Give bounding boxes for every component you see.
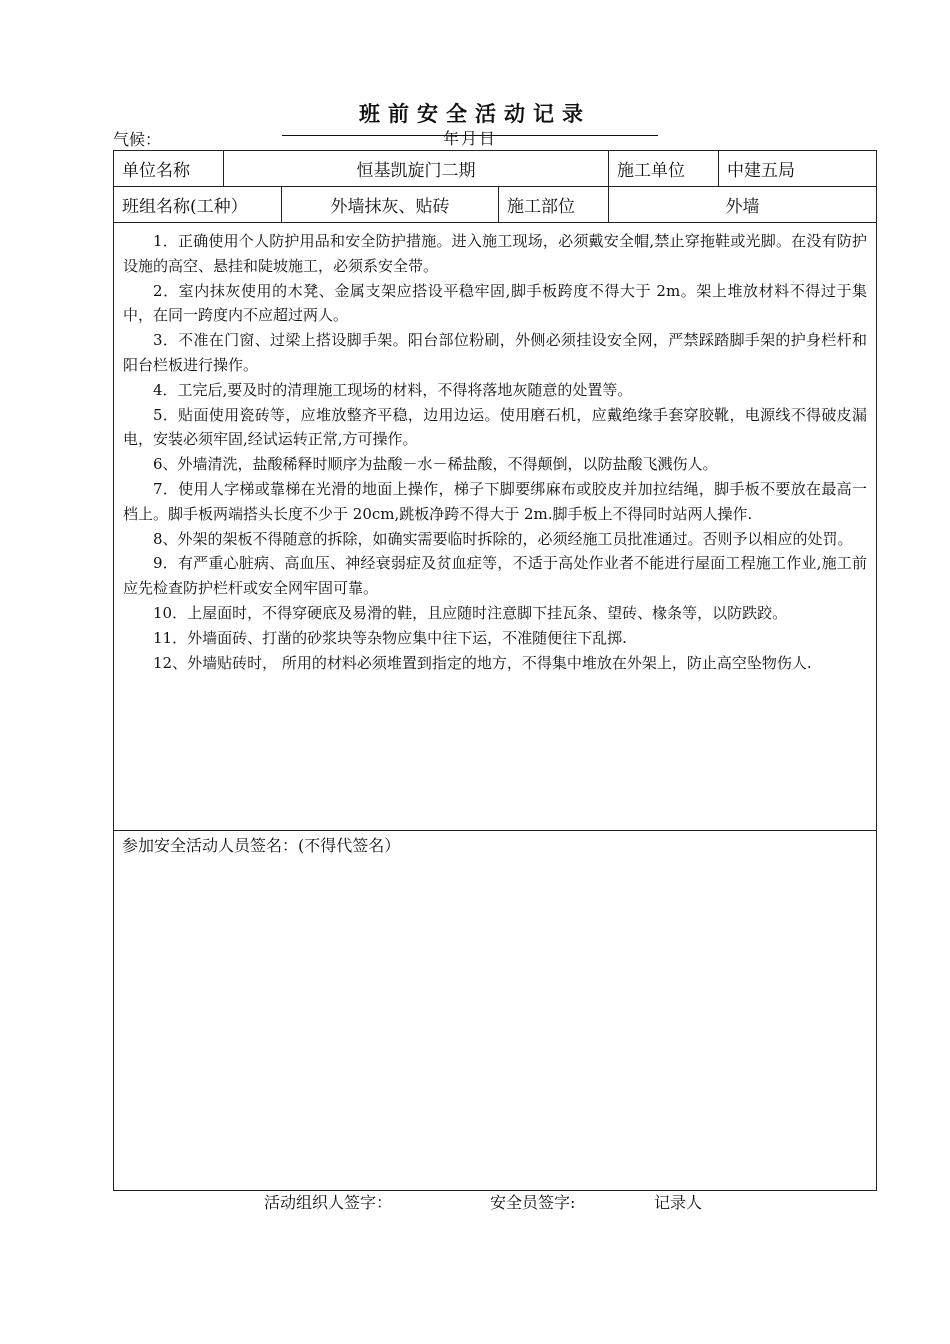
safety-items [114, 223, 877, 831]
construction-unit-label: 施工单位 [609, 151, 719, 187]
team-label: 班组名称(工种） [114, 187, 282, 223]
row-signatures [114, 831, 877, 1191]
safety-item-2: 2．室内抹灰使用的木凳、金属支架应搭设平稳牢固,脚手板跨度不得大于 2m。架上堆放材料不得过于集中，在同一跨度内不应超过两人。 [123, 281, 868, 325]
date-text: 年月日 [442, 129, 497, 148]
safety-item-8: 8、外架的架板不得随意的拆除，如确实需要临时拆除的，必须经施工员批准通过。否则予以相应的处罚。 [153, 529, 853, 548]
unit-name-value: 恒基凯旋门二期 [224, 151, 609, 187]
unit-name-label: 单位名称 [114, 151, 224, 187]
safety-record-table [113, 150, 877, 1191]
safety-item-3: 3．不准在门窗、过梁上搭设脚手架。阳台部位粉刷，外侧必须挂设安全网，严禁踩踏脚手架的护身栏杆和阳台栏板进行操作。 [123, 331, 868, 374]
safety-item-1: 1．正确使用个人防护用品和安全防护措施。进入施工现场，必须戴安全帽,禁止穿拖鞋或光脚。在没有防护设施的高空、悬挂和陡坡施工，必须系安全带。 [123, 232, 868, 275]
signature-area: 参加安全活动人员签名：(不得代签名） [114, 831, 877, 1191]
recorder-label: 记录人 [654, 1193, 703, 1212]
safety-item-9: 9．有严重心脏病、高血压、神经衰弱症及贫血症等，不适于高处作业者不能进行屋面工程施工作业,施工前应先检查防护栏杆或安全网牢固可靠。 [123, 554, 868, 598]
construction-unit-value: 中建五局 [719, 151, 877, 187]
row-team [114, 187, 877, 223]
safety-item-12: 12、外墙贴砖时， 所用的材料必须堆置到指定的地方，不得集中堆放在外架上，防止高空坠物伤人. [153, 653, 812, 672]
location-value: 外墙 [609, 187, 877, 223]
safety-item-7: 7．使用人字梯或靠梯在光滑的地面上操作，梯子下脚要绑麻布或胶皮并加拉结绳，脚手板不要放在最高一档上。脚手板两端搭头长度不少于 20cm,跳板净跨不得大于 2m.脚手板上不得同时站两人操作. [123, 479, 868, 523]
organizer-signature-label: 活动组织人签字： [264, 1193, 393, 1212]
document-title: 班前安全活动记录 [359, 101, 591, 126]
weather-label: 气候： [113, 130, 162, 149]
safety-item-4: 4．工完后,要及时的清理施工现场的材料，不得将落地灰随意的处置等。 [153, 380, 633, 399]
row-content [114, 223, 877, 831]
row-unit [114, 151, 877, 187]
safety-item-11: 11．外墙面砖、打凿的砂浆块等杂物应集中往下运，不准随便往下乱掷. [153, 628, 627, 647]
team-value: 外墙抹灰、贴砖 [282, 187, 499, 223]
location-label: 施工部位 [499, 187, 609, 223]
safety-item-5: 5．贴面使用瓷砖等，应堆放整齐平稳，边用边运。使用磨石机，应戴绝缘手套穿胶靴，电源线不得破皮漏电，安装必须牢固,经试运转正常,方可操作。 [123, 405, 868, 449]
safety-item-6: 6、外墙清洗，盐酸稀释时顺序为盐酸－水－稀盐酸，不得颠倒，以防盐酸飞溅伤人。 [153, 455, 718, 474]
safety-officer-signature-label: 安全员签字: [490, 1193, 576, 1212]
safety-item-10: 10．上屋面时，不得穿硬底及易滑的鞋，且应随时注意脚下挂瓦条、望砖、椽条等，以防跌跤。 [153, 603, 788, 622]
